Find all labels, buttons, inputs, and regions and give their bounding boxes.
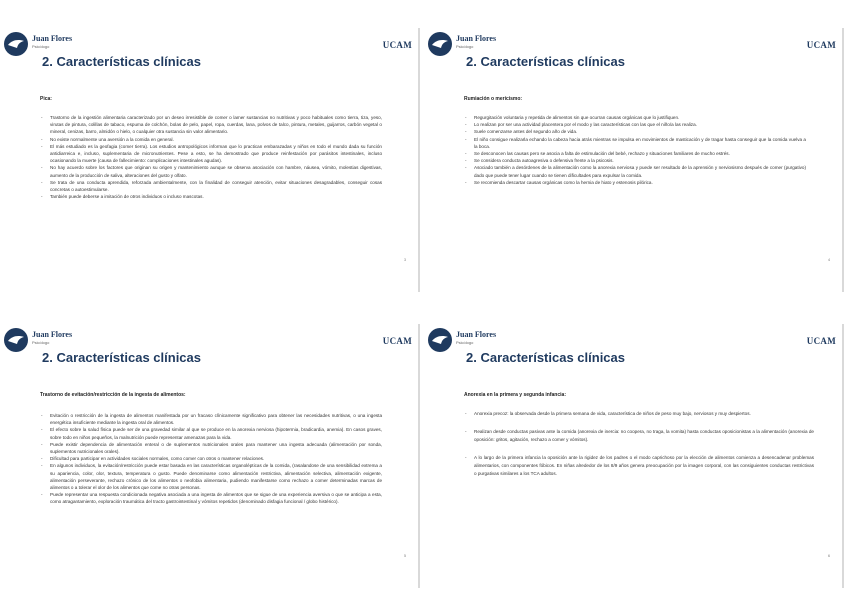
slide-title: 2. Características clínicas xyxy=(466,350,625,365)
bullet-item: - A lo largo de la primera infancia la oposición ante la rigidez de los padres o el modo caprichoso por la elección de alimentos comienza a desencadenar problemas alimentarios, con componentes fóbicos. En niñas alrededor de los 8/9 años genera preocupación por la imagen corporal, con las consiguientes conductas restrictivas o purgativas similares a los TCA adultos. xyxy=(464,454,814,478)
org-logo-text: UCAM xyxy=(806,40,836,50)
bullet-item: - Se desconocen las causas pero se asocia a falta de estimulación del bebé, rechazo y situaciones familiares de mucho estrés. xyxy=(464,150,806,157)
bullet-item: - En algunos individuos, la evitación/restricción puede estar basada en las características organolépticas de la comida, (rasalandose de una sensibilidad extrema a su apariencia, color, olor, textura, temperatura o gusto. Puede denominarse como alimentación restrictiva, alimentación selectiva, alimentación exigente, alimentación perseverante, rechazo crónico de los alimentos o neofobia alimentaria, pudiendo manifestarse como rechazo a comer determinadas marcas de alimentos o a tolerar el olor de los alimentos que come no otras personas. xyxy=(40,462,382,491)
bullet-item: - Puede representar una respuesta condicionada negativa asociada a una ingesta de alimentos que se sigue de una experiencia aversiva o que se anticipa a esta, como atragantamiento, exploración traumática del tracto gastrointestinal y vómitos repetidos (denominado disfagia funcional / globo histérico). xyxy=(40,491,382,505)
slide-pica[interactable] xyxy=(2,28,420,292)
slide-rumiacion[interactable] xyxy=(426,28,844,292)
org-logo-text: UCAM xyxy=(806,336,836,346)
brand-name: Juan Flores xyxy=(32,34,73,43)
bullet-list xyxy=(40,412,382,506)
bullet-item: - Anorexia precoz: la observada desde la primera semana de vida, característica de niños de peso muy bajo, nerviosos y muy despiertos. xyxy=(464,410,814,418)
bullet-item: - Trastorno de la ingestión alimentaria caracterizado por un deseo irresistible de comer o lamer sustancias no nutritivas y poco habituales como tierra, tiza, yeso, virutas de pintura, colillas de tabaco, espuma de colchón, bolas de pelo, papel, ropa, cuerdas, lana, polvos de talco, pintura, metales, guijarros, carbón vegetal o mineral, cenizas, barro, almidón o hielo, o cualquier otra sustancia sin valor alimentario. xyxy=(40,114,382,136)
bullet-item: - Se recomienda descartar causas orgánicas como la hernia de hiato y estenosis pilórica. xyxy=(464,179,806,186)
bullet-item: - El niño consigue realizarla echando la cabeza hacia atrás mientras se impulsa en movimientos de masticación y de tragar hasta conseguir que la comida vuelva a la boca. xyxy=(464,136,806,150)
dove-logo-icon xyxy=(2,326,30,354)
brand-name: Juan Flores xyxy=(456,330,497,339)
slide-title: 2. Características clínicas xyxy=(42,350,201,365)
brand-subtitle: Psicólogo xyxy=(32,44,50,49)
brand-name: Juan Flores xyxy=(32,330,73,339)
brand-subtitle: Psicólogo xyxy=(456,44,474,49)
slide-evitacion-restriccion[interactable] xyxy=(2,324,420,588)
slide-title: 2. Características clínicas xyxy=(466,54,625,69)
brand-subtitle: Psicólogo xyxy=(32,340,50,345)
dove-logo-icon xyxy=(2,30,30,58)
bullet-item: - Se considera conducta autoagresiva o defensiva frente a la psicosis. xyxy=(464,157,806,164)
bullet-item: - El efecto sobre la salud física puede ser de una gravedad similar al que se produce en la anorexia nerviosa (hipotermia, bradicardia, anemia). En casos graves, sobre todo en niños pequeños, la malnutrición puede representar amenazas para la vida. xyxy=(40,426,382,440)
bullet-item: - Dificultad para participar en actividades sociales normales, como comer con otros o mantener relaciones. xyxy=(40,455,382,462)
bullet-item: - No existe normalmente una aversión a la comida en general. xyxy=(40,136,382,143)
page-number: 3 xyxy=(404,258,406,262)
bullet-item: - El más estudiado es la geofagia (comer tierra). Los estudios antropológicos informan que lo practican embarazadas y niños en todo el mundo dada su función antidiarreica e, incluso, suplementaria de micronutrientes. Pese a esto, se ha demostrado que produce reinfestación por parásitos intestinales, incluso ocasionando la muerte (causa de fallecimiento: complicaciones intestinales agudas). xyxy=(40,143,382,165)
page-number: 4 xyxy=(828,258,830,262)
bullet-item: - No hay acuerdo sobre los factores que originan su origen y mantenimiento aunque se observa asociación con hambre, náusea, vómito, molestias digestivas, aumento de la producción de saliva, alteraciones del gusto y olfato. xyxy=(40,164,382,178)
page-number: 6 xyxy=(828,554,830,558)
slide-subtitle: Pica: xyxy=(40,96,52,102)
org-logo-text: UCAM xyxy=(382,336,412,346)
slide-divider xyxy=(842,28,844,292)
slide-title: 2. Características clínicas xyxy=(42,54,201,69)
slide-divider xyxy=(418,324,420,588)
brand-name: Juan Flores xyxy=(456,34,497,43)
bullet-list xyxy=(464,114,806,186)
bullet-item: - Regurgitación voluntaria y repetida de alimentos sin que ocurran causas orgánicas que lo justifiquen. xyxy=(464,114,806,121)
page-number: 5 xyxy=(404,554,406,558)
bullet-item: - Suele comenzarse antes del segundo año de vida. xyxy=(464,128,806,135)
brand-subtitle: Psicólogo xyxy=(456,340,474,345)
bullet-item: - Realizan desde conductas pasivas ante la comida (anorexia de inercia: no coopera, no traga, la vomita) hasta conductas oposicionistas a la alimentación (anorexia de oposición: gritos, agitación, rechazo a comer y vómitos). xyxy=(464,428,814,444)
slide-subtitle: Anorexia en la primera y segunda infancia: xyxy=(464,392,566,398)
dove-logo-icon xyxy=(426,326,454,354)
bullet-item: - Asociado también a desórdenes de la alimentación como la anorexia nerviosa y puede ser resultado de la aprensión y nerviosismo después de comer (purgativo) dado que puede tener lugar cuando se tienen dificultades para expulsar la comida. xyxy=(464,164,806,178)
slide-divider xyxy=(418,28,420,292)
slide-subtitle: Rumiación o merícismo: xyxy=(464,96,523,102)
bullet-list xyxy=(464,410,814,488)
dove-logo-icon xyxy=(426,30,454,58)
slide-subtitle: Trastorno de evitación/restricción de la ingesta de alimentos: xyxy=(40,392,186,398)
bullet-item: - También puede deberse a imitación de otros individuos o incluso mascotas. xyxy=(40,193,382,200)
slide-divider xyxy=(842,324,844,588)
bullet-list xyxy=(40,114,382,200)
bullet-item: - Puede existir dependencia de alimentación enteral o de suplementos nutricionales orales para mantener una ingesta adecuada (alimentación por sonda, suplementos nutricionales orales). xyxy=(40,441,382,455)
org-logo-text: UCAM xyxy=(382,40,412,50)
slide-anorexia-infancia[interactable] xyxy=(426,324,844,588)
bullet-item: - Evitación o restricción de la ingesta de alimentos manifestada por un fracaso clínicamente significativo para obtener las necesidades nutritivas, o una ingesta energética insuficiente mediante la ingesta oral de alimentos. xyxy=(40,412,382,426)
bullet-item: - Se trata de una conducta aprendida, reforzada ambientalmente, con la finalidad de conseguir atención, evitar situaciones desagradables, conseguir cosas concretas o autoestimularse. xyxy=(40,179,382,193)
bullet-item: - Lo realizan por ser una actividad placentera por el modo y las características con las que el niño/a las realiza. xyxy=(464,121,806,128)
